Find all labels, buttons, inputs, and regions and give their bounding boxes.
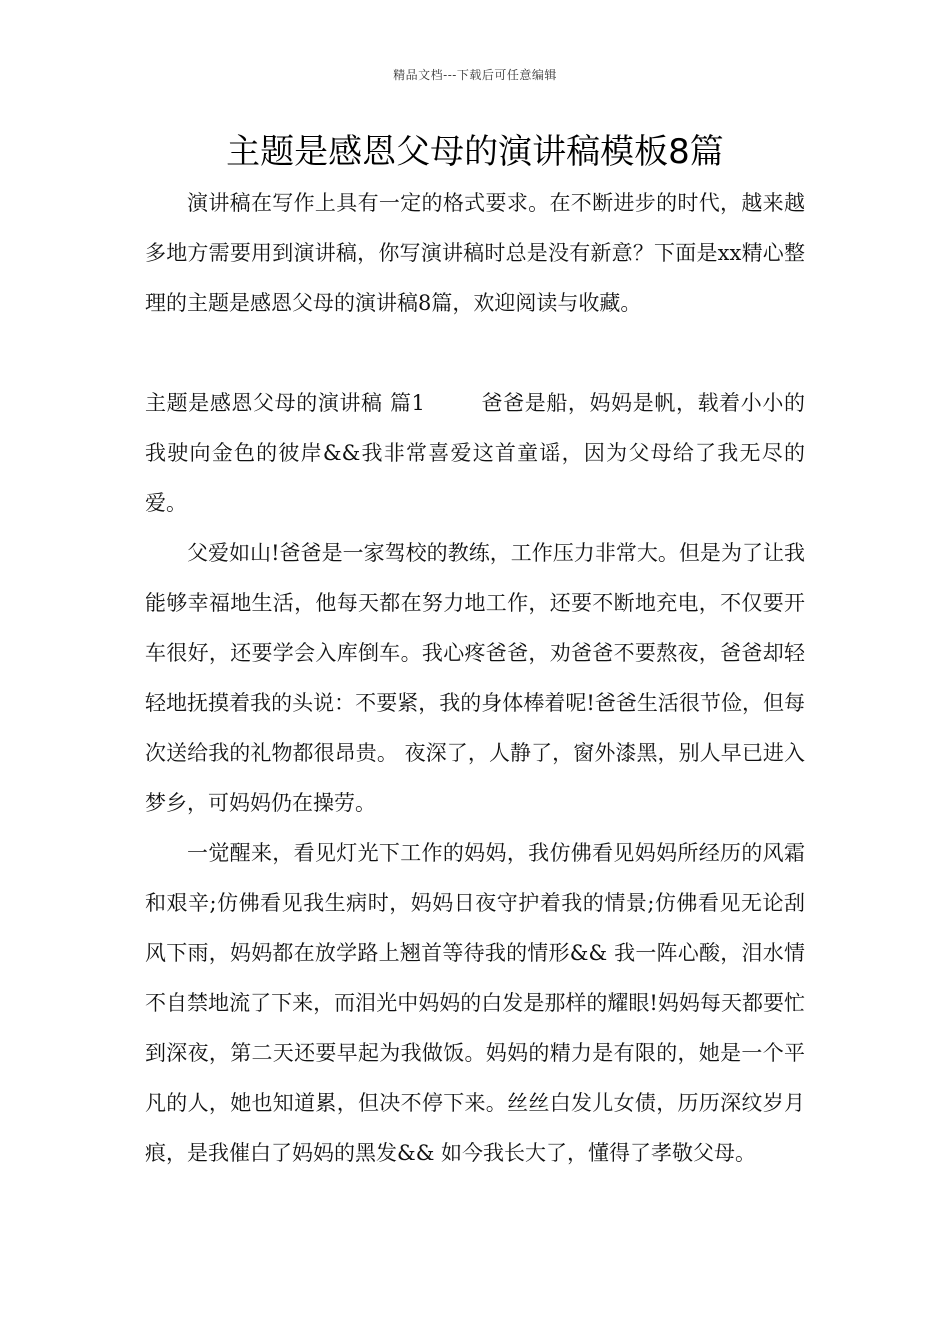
section-1-paragraph-2: 父爱如山!爸爸是一家驾校的教练，工作压力非常大。但是为了让我能够幸福地生活，他每天都在努力地工作，还要不断地充电，不仅要开车很好，还要学会入库倒车。我心疼爸爸，劝爸爸不要熬夜，爸爸却轻轻地抚摸着我的头说：不要紧，我的身体棒着呢!爸爸生活很节俭，但每次送给我的礼物都很昂贵。 夜深了，人静了，窗外漆黑，别人早已进入梦乡，可妈妈仍在操劳。 (145, 541, 805, 815)
section-1-first-paragraph: 爸爸是船，妈妈是帆，载着小小的我驶向金色的彼岸&&我非常喜爱这首童谣，因为父母给了我无尽的爱。 (145, 391, 805, 515)
paragraph-spacer (145, 328, 805, 378)
section-1-heading: 主题是感恩父母的演讲稿 篇1 (145, 391, 425, 415)
section-1-paragraph (145, 378, 805, 528)
document-title: 主题是感恩父母的演讲稿模板8篇 (226, 132, 724, 172)
section-1-paragraph-3: 一觉醒来，看见灯光下工作的妈妈，我仿佛看见妈妈所经历的风霜和艰辛;仿佛看见我生病时，妈妈日夜守护着我的情景;仿佛看见无论刮风下雨，妈妈都在放学路上翘首等待我的情形&& 我一阵心酸，泪水情不自禁地流了下来，而泪光中妈妈的白发是那样的耀眼!妈妈每天都要忙到深夜，第二天还要早起为我做饭。妈妈的精力是有限的，她是一个平凡的人，她也知道累，但决不停下来。丝丝白发儿女债，历历深纹岁月痕，是我催白了妈妈的黑发&& 如今我长大了，懂得了孝敬父母。 (145, 841, 805, 1165)
intro-paragraph: 演讲稿在写作上具有一定的格式要求。在不断进步的时代，越来越多地方需要用到演讲稿，你写演讲稿时总是没有新意？下面是xx精心整理的主题是感恩父母的演讲稿8篇，欢迎阅读与收藏。 (145, 191, 805, 315)
header-note: 精品文档---下载后可任意编辑 (393, 68, 557, 82)
document-body (145, 178, 805, 1178)
